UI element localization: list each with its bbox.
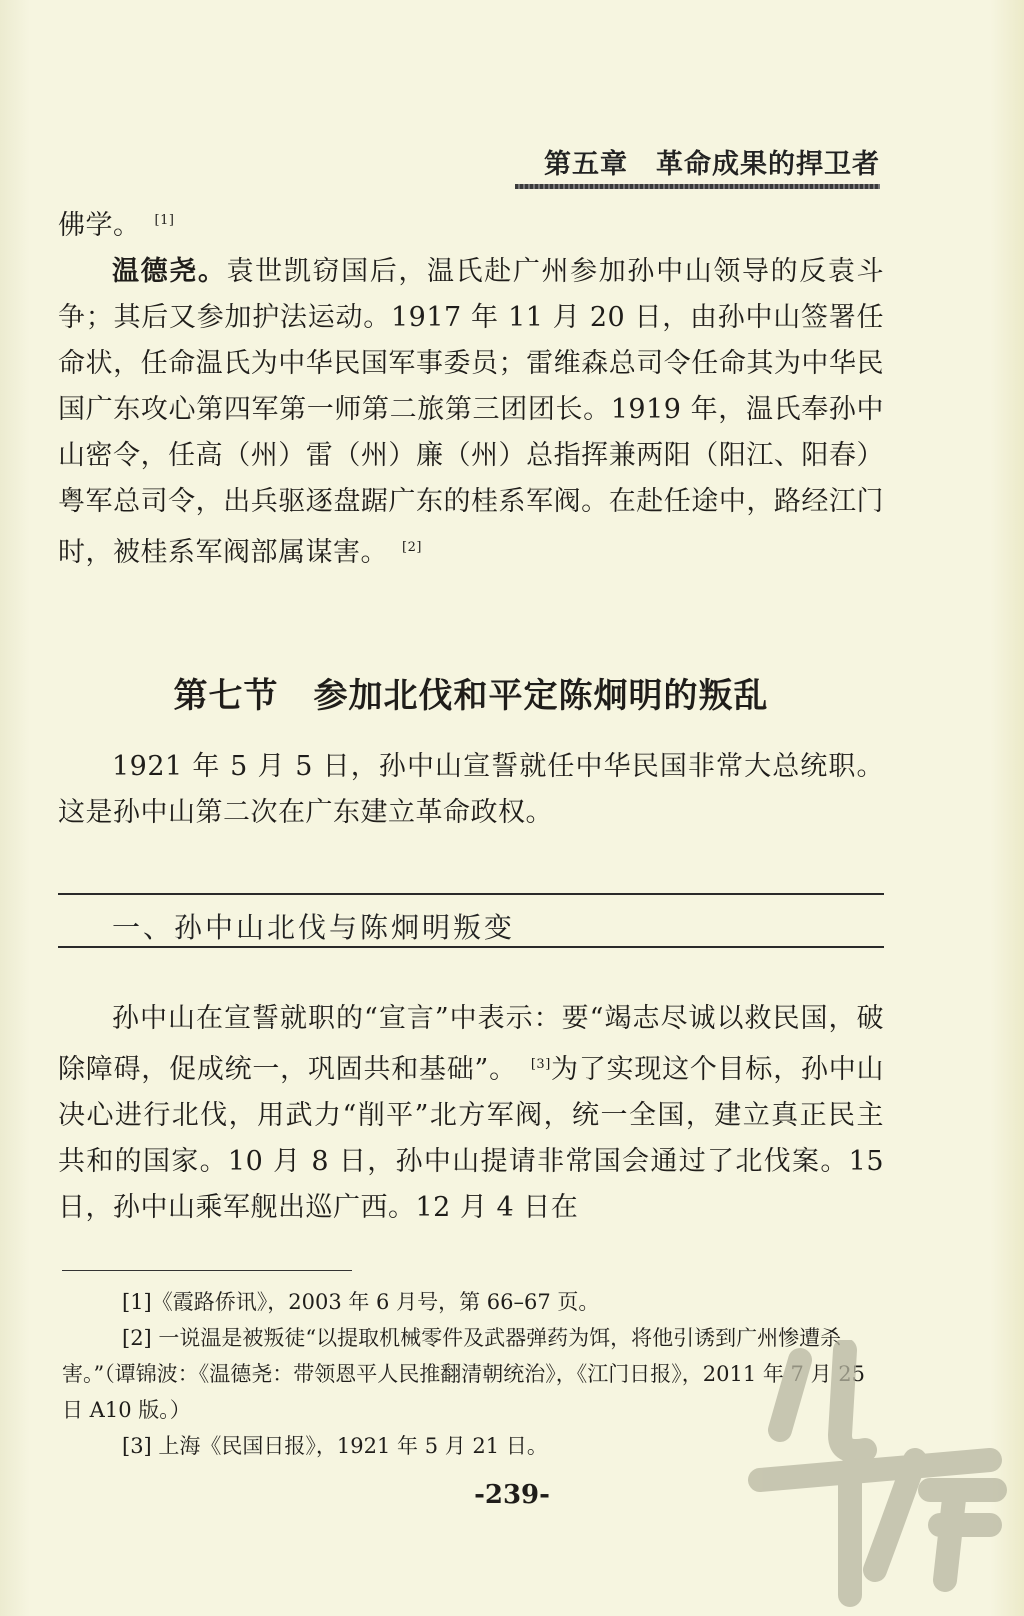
section-title: 第七节 参加北伐和平定陈炯明的叛乱 — [173, 676, 769, 716]
footnote-ref: [3] — [530, 1057, 551, 1072]
page-number: -239- — [474, 1480, 550, 1510]
footnote-3: [3] 上海《民国日报》，1921 年 5 月 21 日。 — [122, 1434, 548, 1458]
body-block-bottom — [58, 996, 884, 1231]
paragraph-text: 袁世凯窃国后，温氏赴广州参加孙中山领导的反袁斗争；其后又参加护法运动。1917 年 11 月 20 日，由孙中山签署任命状，任命温氏为中华民国军事委员；雷维森总司令任命其为中华民国广东攻心第四军第一师第二旅第三团团长。1919 年，温氏奉孙中山密令，任高（州）雷（州）廉（州）总指挥兼两阳（阳江、阳春）粤军总司令，出兵驱逐盘踞广东的桂系军阀。在赴任途中，路经江门时，被桂系军阀部属谋害。 — [58, 256, 885, 568]
subsection-rule-top — [58, 893, 884, 895]
running-header: 第五章 革命成果的捍卫者 — [544, 149, 880, 180]
paragraph-text: 佛学。 — [58, 210, 141, 241]
subsection-rule-bottom — [58, 946, 884, 948]
footnote-1: [1]《霞路侨讯》，2003 年 6 月号，第 66–67 页。 — [122, 1290, 600, 1314]
body-block-top — [58, 198, 884, 576]
header-rule — [515, 184, 880, 189]
paragraph-wen-deyao — [58, 249, 884, 576]
person-name: 温德尧。 — [112, 256, 227, 287]
footnote-rule — [62, 1270, 352, 1271]
paragraph-inauguration: 1921 年 5 月 5 日，孙中山宣誓就任中华民国非常大总统职。这是孙中山第二次在广东建立革命政权。 — [58, 751, 884, 828]
subsection-title: 一、孙中山北伐与陈炯明叛变 — [112, 911, 516, 944]
paragraph-text: 为了实现这个目标，孙中山决心进行北伐，用武力“削平”北方军阀，统一全国，建立真正民主共和的国家。10 月 8 日，孙中山提请非常国会通过了北伐案。15 日，孙中山乘军舰出巡广西。12 月 4 日在 — [58, 1054, 884, 1223]
huaqiao-watermark-logo — [740, 1340, 1020, 1610]
footnote-2: [2] 一说温是被叛徒“以提取机械零件及武器弹药为饵，将他引诱到广州惨遭杀害。”（谭锦波：《温德尧：带领恩平人民推翻清朝统治》，《江门日报》，2011 年 7 月 25 日 A10 版。） — [62, 1326, 865, 1422]
body-block-mid — [58, 744, 884, 836]
paragraph-northern-expedition — [58, 996, 884, 1231]
paragraph-text: 孙中山在宣誓就职的“宣言”中表示：要“竭志尽诚以救民国，破除障碍，促成统一，巩固共和基础”。 — [58, 1003, 884, 1085]
paragraph-continuation — [58, 198, 884, 249]
footnote-ref: [2] — [402, 540, 422, 555]
footnote-ref: [1] — [154, 213, 175, 228]
